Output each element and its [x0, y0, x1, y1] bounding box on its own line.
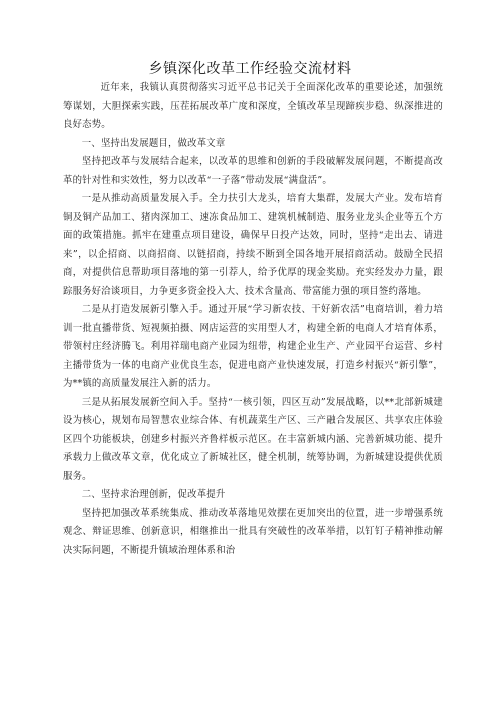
paragraph-point-2: 二是从打造发展新引擎入手。通过开展“学习新农技、干好新农活”电商培训，着力培训一批直播带货、短视频拍摄、网店运营的实用型人才，构建全新的电商人才培育体系，带领村庄经济腾飞。利用祥瑞电商产业园为纽带，构建企业生产、产业园平台运营、乡村主播带货为一体的电商产业优良生态，促进电商产业快速发展，打造乡村振兴“新引擎”，为**镇的高质量发展注入新的活力。 [63, 304, 443, 389]
document-body [63, 79, 443, 560]
paragraph-section2-overview: 坚持把加强改革系统集成、推动改革落地见效摆在更加突出的位置，进一步增强系统观念、辩证思维、创新意识，相继推出一批具有突破性的改革举措，以钉钉子精神推动解决实际问题，不断提升镇域治理体系和治 [63, 507, 443, 556]
section-heading-2: 二、坚持求治理创新，促改革提升 [81, 489, 226, 500]
paragraph-point-1: 一是从推动高质量发展入手。全力扶引大龙头，培育大集群，发展大产业。发布培育铜及铜产品加工、猪肉深加工、速冻食品加工、建筑机械制造、服务业龙头企业等五个方面的政策措施。抓牢在建重点项目建设，确保早日投产达效，同时，坚持“走出去、请进来”，以企招商、以商招商、以链招商，持续不断到全国各地开展招商活动。鼓励全民招商，对提供信息帮助项目落地的第一引荐人，给予优厚的现金奖励。充实经发办力量，跟踪服务好洽谈项目，力争更多资金投入大、技术含量高、带富能力强的项目签约落地。 [63, 193, 443, 297]
paragraph-section1-overview: 坚持把改革与发展结合起来，以改革的思维和创新的手段破解发展问题，不断提高改革的针对性和实效性，努力以改革“一子落”带动发展“满盘活”。 [63, 156, 443, 186]
paragraph-intro: 近年来，我镇认真贯彻落实习近平总书记关于全面深化改革的重要论述，加强统筹谋划，大胆探索实践，压茬拓展改革广度和深度，全镇改革呈现蹄疾步稳、纵深推进的良好态势。 [63, 82, 443, 130]
section-heading-1: 一、坚持出发展题目，做改革文章 [81, 137, 226, 149]
document-title: 乡镇深化改革工作经验交流材料 [148, 61, 352, 77]
paragraph-point-3: 三是从拓展发展新空间入手。坚持“一核引领，四区互动”发展战略，以**北部新城建设为核心，规划布局智慧农业综合体、有机蔬菜生产区、三产融合发展区、共享农庄体验区四个功能板块，创建乡村振兴齐鲁样板示范区。在丰富新城内涵、完善新城功能、提升承载力上做改革文章，优化成立了新城社区，健全机制，统筹协调，为新城建设提供优质服务。 [63, 396, 443, 482]
